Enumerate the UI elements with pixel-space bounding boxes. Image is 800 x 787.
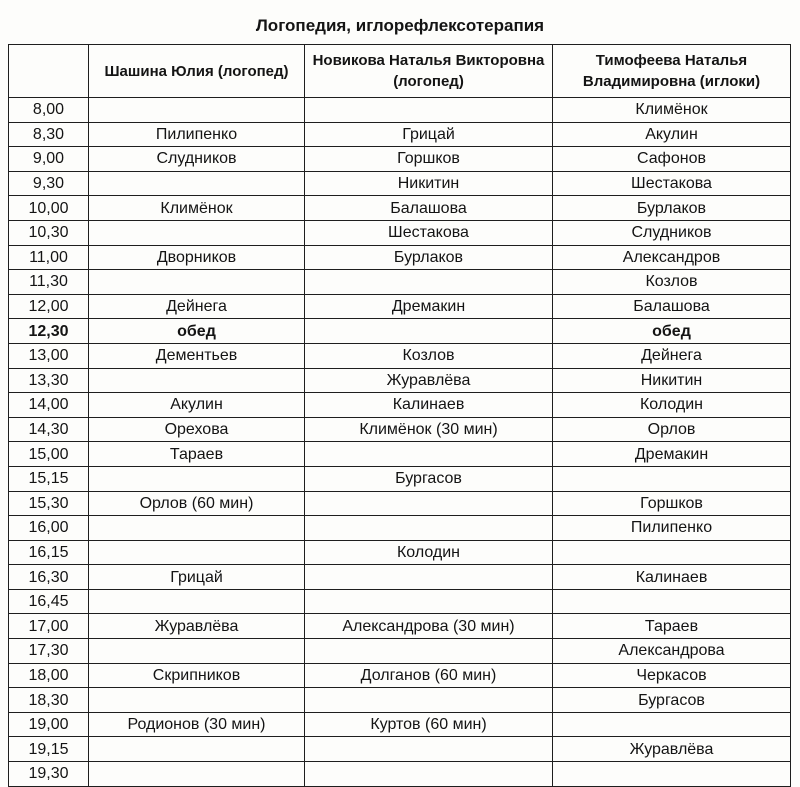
timofeeva-cell — [553, 540, 791, 565]
shashina-cell: Слудников — [89, 147, 305, 172]
table-row — [9, 294, 791, 319]
shashina-cell — [89, 516, 305, 541]
shashina-cell — [89, 220, 305, 245]
novikova-cell: Журавлёва — [305, 368, 553, 393]
novikova-cell: Грицай — [305, 122, 553, 147]
shashina-cell — [89, 368, 305, 393]
timofeeva-cell: Тараев — [553, 614, 791, 639]
table-row — [9, 220, 791, 245]
novikova-cell: Дремакин — [305, 294, 553, 319]
time-cell: 17,30 — [9, 639, 89, 664]
shashina-cell — [89, 688, 305, 713]
shashina-cell: Родионов (30 мин) — [89, 712, 305, 737]
timofeeva-cell: Орлов — [553, 417, 791, 442]
shashina-cell: Климёнок — [89, 196, 305, 221]
shashina-cell: Дворников — [89, 245, 305, 270]
timofeeva-cell: Горшков — [553, 491, 791, 516]
timofeeva-cell: Пилипенко — [553, 516, 791, 541]
table-row — [9, 663, 791, 688]
novikova-cell: Бурлаков — [305, 245, 553, 270]
timofeeva-cell: Балашова — [553, 294, 791, 319]
column-header-novikova: Новикова Наталья Викторовна (логопед) — [305, 45, 553, 98]
novikova-cell: Козлов — [305, 343, 553, 368]
time-cell: 10,00 — [9, 196, 89, 221]
page-title: Логопедия, иглорефлексотерапия — [255, 16, 545, 35]
timofeeva-cell: Климёнок — [553, 98, 791, 123]
timofeeva-cell — [553, 589, 791, 614]
novikova-cell — [305, 442, 553, 467]
timofeeva-cell: Никитин — [553, 368, 791, 393]
timofeeva-cell: Акулин — [553, 122, 791, 147]
shashina-cell: Скрипников — [89, 663, 305, 688]
table-row — [9, 270, 791, 295]
time-cell: 14,30 — [9, 417, 89, 442]
shashina-cell — [89, 98, 305, 123]
timofeeva-cell: Слудников — [553, 220, 791, 245]
time-cell: 19,30 — [9, 762, 89, 787]
table-row — [9, 368, 791, 393]
table-row — [9, 319, 791, 344]
shashina-cell — [89, 540, 305, 565]
timofeeva-cell: Бурлаков — [553, 196, 791, 221]
novikova-cell: Балашова — [305, 196, 553, 221]
table-row — [9, 540, 791, 565]
shashina-cell: Дейнега — [89, 294, 305, 319]
table-row — [9, 196, 791, 221]
table-row — [9, 442, 791, 467]
shashina-cell — [89, 466, 305, 491]
timofeeva-cell: Сафонов — [553, 147, 791, 172]
timofeeva-cell: Колодин — [553, 393, 791, 418]
table-row — [9, 712, 791, 737]
novikova-cell: Климёнок (30 мин) — [305, 417, 553, 442]
novikova-cell — [305, 516, 553, 541]
shashina-cell: Пилипенко — [89, 122, 305, 147]
time-cell: 17,00 — [9, 614, 89, 639]
novikova-cell: Шестакова — [305, 220, 553, 245]
time-cell: 18,00 — [9, 663, 89, 688]
time-cell: 16,45 — [9, 589, 89, 614]
timofeeva-cell: Дремакин — [553, 442, 791, 467]
time-cell: 16,15 — [9, 540, 89, 565]
timofeeva-cell: Александров — [553, 245, 791, 270]
novikova-cell — [305, 565, 553, 590]
time-cell: 12,00 — [9, 294, 89, 319]
novikova-cell — [305, 270, 553, 295]
column-header-time — [9, 45, 89, 98]
timofeeva-cell: Козлов — [553, 270, 791, 295]
novikova-cell — [305, 688, 553, 713]
novikova-cell — [305, 737, 553, 762]
novikova-cell — [305, 319, 553, 344]
novikova-cell — [305, 98, 553, 123]
table-row — [9, 688, 791, 713]
novikova-cell — [305, 639, 553, 664]
time-cell: 15,15 — [9, 466, 89, 491]
novikova-cell: Никитин — [305, 171, 553, 196]
novikova-cell: Горшков — [305, 147, 553, 172]
shashina-cell: Тараев — [89, 442, 305, 467]
schedule-table — [8, 44, 791, 787]
time-cell: 16,30 — [9, 565, 89, 590]
time-cell: 18,30 — [9, 688, 89, 713]
shashina-cell — [89, 589, 305, 614]
novikova-cell: Александрова (30 мин) — [305, 614, 553, 639]
shashina-cell: Дементьев — [89, 343, 305, 368]
time-cell: 8,30 — [9, 122, 89, 147]
time-cell: 11,00 — [9, 245, 89, 270]
shashina-cell: Журавлёва — [89, 614, 305, 639]
time-cell: 16,00 — [9, 516, 89, 541]
shashina-cell: Акулин — [89, 393, 305, 418]
novikova-cell: Долганов (60 мин) — [305, 663, 553, 688]
table-row — [9, 466, 791, 491]
shashina-cell — [89, 171, 305, 196]
table-row — [9, 245, 791, 270]
novikova-cell — [305, 589, 553, 614]
table-row — [9, 393, 791, 418]
timofeeva-cell: Александрова — [553, 639, 791, 664]
time-cell: 9,00 — [9, 147, 89, 172]
time-cell: 13,00 — [9, 343, 89, 368]
table-row — [9, 516, 791, 541]
timofeeva-cell: Черкасов — [553, 663, 791, 688]
novikova-cell — [305, 762, 553, 787]
table-row — [9, 417, 791, 442]
table-row — [9, 122, 791, 147]
timofeeva-cell: Шестакова — [553, 171, 791, 196]
table-row — [9, 565, 791, 590]
header-row — [9, 45, 791, 98]
time-cell: 8,00 — [9, 98, 89, 123]
column-header-shashina: Шашина Юлия (логопед) — [89, 45, 305, 98]
table-row — [9, 737, 791, 762]
column-header-timofeeva: Тимофеева Наталья Владимировна (иглоки) — [553, 45, 791, 98]
table-row — [9, 491, 791, 516]
time-cell: 13,30 — [9, 368, 89, 393]
novikova-cell: Бургасов — [305, 466, 553, 491]
shashina-cell — [89, 270, 305, 295]
time-cell: 11,30 — [9, 270, 89, 295]
time-cell: 15,30 — [9, 491, 89, 516]
time-cell: 19,15 — [9, 737, 89, 762]
table-row — [9, 589, 791, 614]
table-row — [9, 171, 791, 196]
time-cell: 19,00 — [9, 712, 89, 737]
timofeeva-cell — [553, 466, 791, 491]
shashina-cell — [89, 639, 305, 664]
timofeeva-cell: Дейнега — [553, 343, 791, 368]
table-row — [9, 762, 791, 787]
time-cell: 12,30 — [9, 319, 89, 344]
table-row — [9, 639, 791, 664]
shashina-cell: Орехова — [89, 417, 305, 442]
novikova-cell: Колодин — [305, 540, 553, 565]
timofeeva-cell: обед — [553, 319, 791, 344]
shashina-cell: Грицай — [89, 565, 305, 590]
schedule-body — [9, 98, 791, 787]
table-row — [9, 343, 791, 368]
table-row — [9, 98, 791, 123]
time-cell: 10,30 — [9, 220, 89, 245]
novikova-cell: Куртов (60 мин) — [305, 712, 553, 737]
time-cell: 14,00 — [9, 393, 89, 418]
timofeeva-cell: Калинаев — [553, 565, 791, 590]
table-row — [9, 614, 791, 639]
timofeeva-cell — [553, 712, 791, 737]
table-row — [9, 147, 791, 172]
time-cell: 15,00 — [9, 442, 89, 467]
shashina-cell: обед — [89, 319, 305, 344]
shashina-cell — [89, 762, 305, 787]
novikova-cell: Калинаев — [305, 393, 553, 418]
novikova-cell — [305, 491, 553, 516]
timofeeva-cell: Журавлёва — [553, 737, 791, 762]
timofeeva-cell — [553, 762, 791, 787]
shashina-cell — [89, 737, 305, 762]
time-cell: 9,30 — [9, 171, 89, 196]
timofeeva-cell: Бургасов — [553, 688, 791, 713]
shashina-cell: Орлов (60 мин) — [89, 491, 305, 516]
